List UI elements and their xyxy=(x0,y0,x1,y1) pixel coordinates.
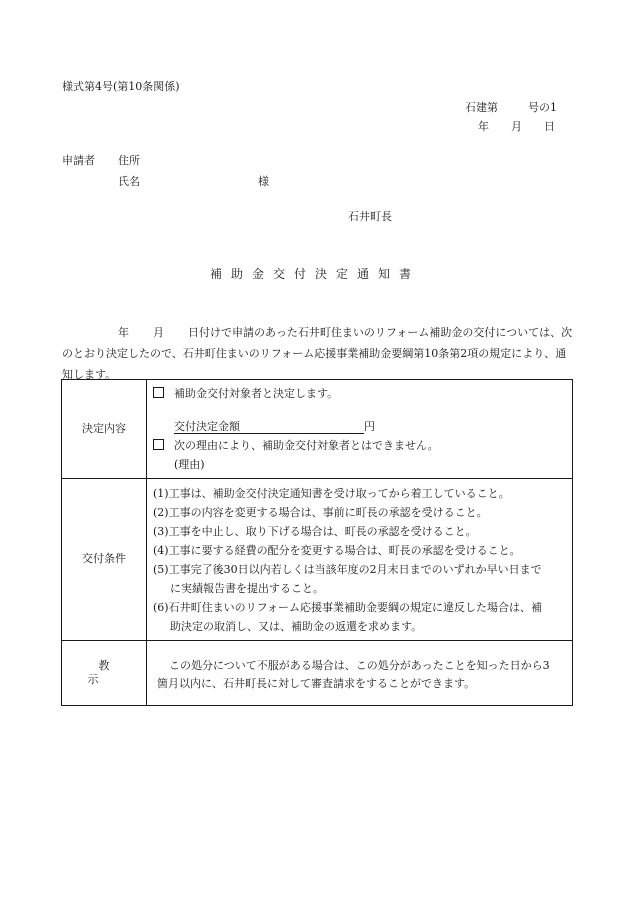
notice-table xyxy=(61,379,573,706)
amount-blank[interactable] xyxy=(246,419,364,434)
checkbox-grant[interactable] xyxy=(153,387,164,398)
condition-item: (3)工事を中止し、取り下げる場合は、町長の承認を受けること。 xyxy=(153,525,477,538)
issuer: 石井町長 xyxy=(348,210,392,223)
intro-year: 年 xyxy=(118,326,129,339)
honorific: 様 xyxy=(258,175,269,188)
amount-unit: 円 xyxy=(364,420,375,433)
document-date xyxy=(478,120,555,134)
address-label: 住所 xyxy=(118,154,140,167)
doc-prefix: 石建第 xyxy=(465,101,498,114)
condition-item: (2)工事の内容を変更する場合は、事前に町長の承認を受けること。 xyxy=(153,506,488,519)
form-number: 様式第4号(第10条関係) xyxy=(62,80,180,93)
condition-item: (1)工事は、補助金交付決定通知書を受け取ってから着工していること。 xyxy=(153,487,510,500)
date-day: 日 xyxy=(544,120,555,133)
decision-label: 決定内容 xyxy=(62,380,147,479)
doc-suffix: 号の1 xyxy=(528,101,557,114)
date-month: 月 xyxy=(511,120,522,133)
option-grant-text: 補助金交付対象者と決定します。 xyxy=(174,387,339,400)
conditions-row xyxy=(62,479,573,641)
applicant-label: 申請者 xyxy=(62,154,95,167)
condition-item-continued: 助決定の取消し、又は、補助金の返還を求めます。 xyxy=(170,620,423,633)
conditions-label: 交付条件 xyxy=(62,479,147,641)
condition-item-continued: に実績報告書を提出すること。 xyxy=(170,582,324,595)
intro-text: 日付けで申請のあった石井町住まいのリフォーム補助金の交付については、次のとおり決定したので、石井町住まいのリフォーム応援事業補助金要綱第10条第2項の規定により、通知します。 xyxy=(62,326,573,381)
condition-item: (4)工事に要する経費の配分を変更する場合は、町長の承認を受けること。 xyxy=(153,544,521,557)
option-reject-text: 次の理由により、補助金交付対象者とはできません。 xyxy=(174,439,439,452)
reason-label: (理由) xyxy=(174,458,205,471)
amount-line xyxy=(153,417,566,436)
decision-row xyxy=(62,380,573,479)
option-reject xyxy=(153,436,566,455)
notice-row xyxy=(62,641,573,706)
document-number xyxy=(465,101,557,115)
document-title: 補助金交付決定通知書 xyxy=(209,267,420,281)
decision-content xyxy=(147,380,573,479)
notice-line-1: この処分について不服がある場合は、この処分があったことを知った日から3 xyxy=(169,659,550,672)
conditions-content xyxy=(147,479,573,641)
condition-item: (5)工事完了後30日以内若しくは当該年度の2月末日までのいずれか早い日まで xyxy=(153,563,542,576)
notice-line-2: 箇月以内に、石井町長に対して審査請求をすることができます。 xyxy=(157,677,476,690)
intro-paragraph xyxy=(62,322,576,385)
date-year: 年 xyxy=(478,120,489,133)
intro-month: 月 xyxy=(153,326,164,339)
option-grant xyxy=(153,384,566,403)
name-label: 氏名 xyxy=(118,175,140,188)
notice-content xyxy=(147,641,573,706)
condition-item: (6)石井町住まいのリフォーム応援事業補助金要綱の規定に違反した場合は、補 xyxy=(153,601,543,614)
amount-label: 交付決定金額 xyxy=(174,420,246,434)
checkbox-reject[interactable] xyxy=(153,439,164,450)
notice-label: 教示 xyxy=(62,641,147,706)
